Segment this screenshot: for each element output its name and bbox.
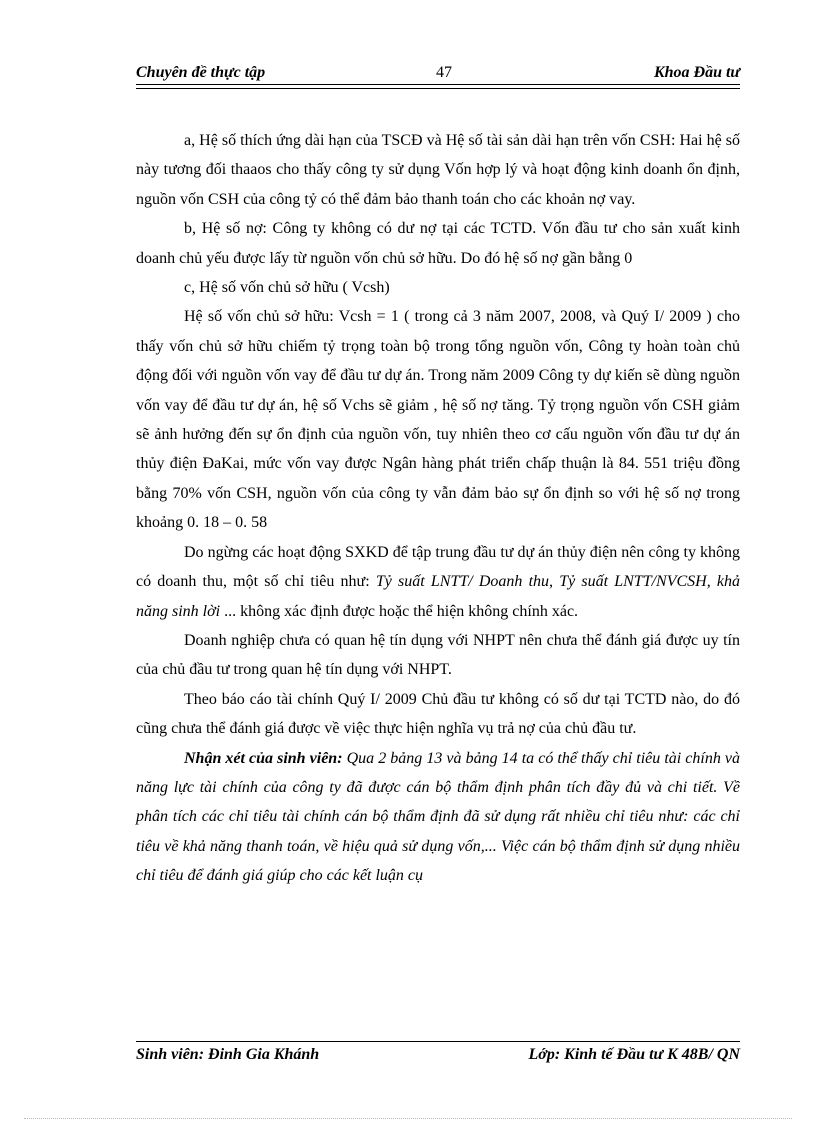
paragraph-sxkd-italic: Tỷ suất LNTT/ Doanh thu, Tỷ suất LNTT/NVCSH, khả năng sinh lời — [136, 573, 740, 620]
paragraph-b: b, Hệ số nợ: Công ty không có dư nợ tại các TCTD. Vốn đầu tư cho sản xuất kinh doanh chủ yếu được lấy từ nguồn vốn chủ sở hữu. Do đó hệ số nợ gần bằng 0 — [136, 220, 740, 267]
paragraph-sxkd-start: Do ngừng các hoạt động SXKD để tập trung đầu tư dự án thủy điện nên công ty không có doanh thu, một số chỉ tiêu như: — [136, 543, 740, 591]
comment-text: Qua 2 bảng 13 và bảng 14 ta có thể thấy chỉ tiêu tài chính và năng lực tài chính của công ty đã được cán bộ thẩm định phân tích đầy đủ và chi tiết. Về phân tích các chỉ tiêu tài chính cán bộ thẩm định đã sử dụng rất nhiều chỉ tiêu như: các chỉ tiêu về khả năng thanh toán, về hiệu quả sử dụng vốn,... Việc cán bộ thẩm định sử dụng nhiều chỉ tiêu để đánh giá giúp cho các kết luận cụ — [136, 749, 741, 885]
page-number: 47 — [436, 64, 452, 81]
paragraph-bctc: Theo báo cáo tài chính Quý I/ 2009 Chủ đầu tư không có số dư tại TCTD nào, do đó cũng chưa thể đánh giá được về việc thực hiện nghĩa vụ trả nợ của chủ đầu tư. — [136, 690, 740, 738]
paragraph-a: a, Hệ số thích ứng dài hạn của TSCĐ và Hệ số tài sản dài hạn trên vốn CSH: Hai hệ số này tương đối thaaos cho thấy công ty sử dụng Vốn hợp lý và hoạt động kinh doanh ổn định, nguồn vốn CSH của công tỷ có thể đảm bảo thanh toán cho các khoản nợ vay. — [136, 132, 740, 208]
comment-label: Nhận xét của sinh viên: — [184, 749, 343, 767]
page-header — [136, 62, 740, 84]
footer-class: Lớp: Kinh tế Đầu tư K 48B/ QN — [528, 1046, 740, 1063]
document-body — [136, 126, 740, 891]
paragraph-c: c, Hệ số vốn chủ sở hữu ( Vcsh) — [184, 279, 390, 297]
paragraph-sxkd-end: ... không xác định được hoặc thể hiện không chính xác. — [220, 602, 579, 620]
paragraph-student-comment — [136, 744, 740, 891]
page-bottom-border — [24, 1118, 792, 1119]
footer-rule — [136, 1041, 740, 1042]
header-department: Khoa Đầu tư — [653, 64, 740, 81]
header-title: Chuyên đề thực tập — [136, 64, 266, 81]
header-rule — [136, 84, 740, 89]
page-footer — [136, 1046, 740, 1068]
paragraph-sxkd — [136, 538, 740, 626]
paragraph-vcsh: Hệ số vốn chủ sở hữu: Vcsh = 1 ( trong cả 3 năm 2007, 2008, và Quý I/ 2009 ) cho thấy vốn chủ sở hữu chiếm tỷ trọng toàn bộ trong tổng nguồn vốn, Công ty hoàn toàn chủ động đối với nguồn vốn vay để đầu tư dự án. Trong năm 2009 Công ty dự kiến sẽ dùng nguồn vốn vay để đầu tư dự án, hệ số Vchs sẽ giảm , hệ số nợ tăng. Tỷ trọng nguồn vốn CSH giảm sẽ ảnh hưởng đến sự ổn định của nguồn vốn, tuy nhiên theo cơ cấu nguồn vốn đầu tư dự án thủy điện ĐaKai, mức vốn vay được Ngân hàng phát triển chấp thuận là 84. 551 triệu đồng bằng 70% vốn CSH, nguồn vốn của công ty vẫn đảm bảo sự ổn định so với hệ số nợ trong khoảng 0. 18 – 0. 58 — [136, 308, 740, 532]
footer-student: Sinh viên: Đinh Gia Khánh — [136, 1046, 320, 1063]
paragraph-nhpt: Doanh nghiệp chưa có quan hệ tín dụng với NHPT nên chưa thể đánh giá được uy tín của chủ đầu tư trong quan hệ tín dụng với NHPT. — [136, 631, 740, 679]
